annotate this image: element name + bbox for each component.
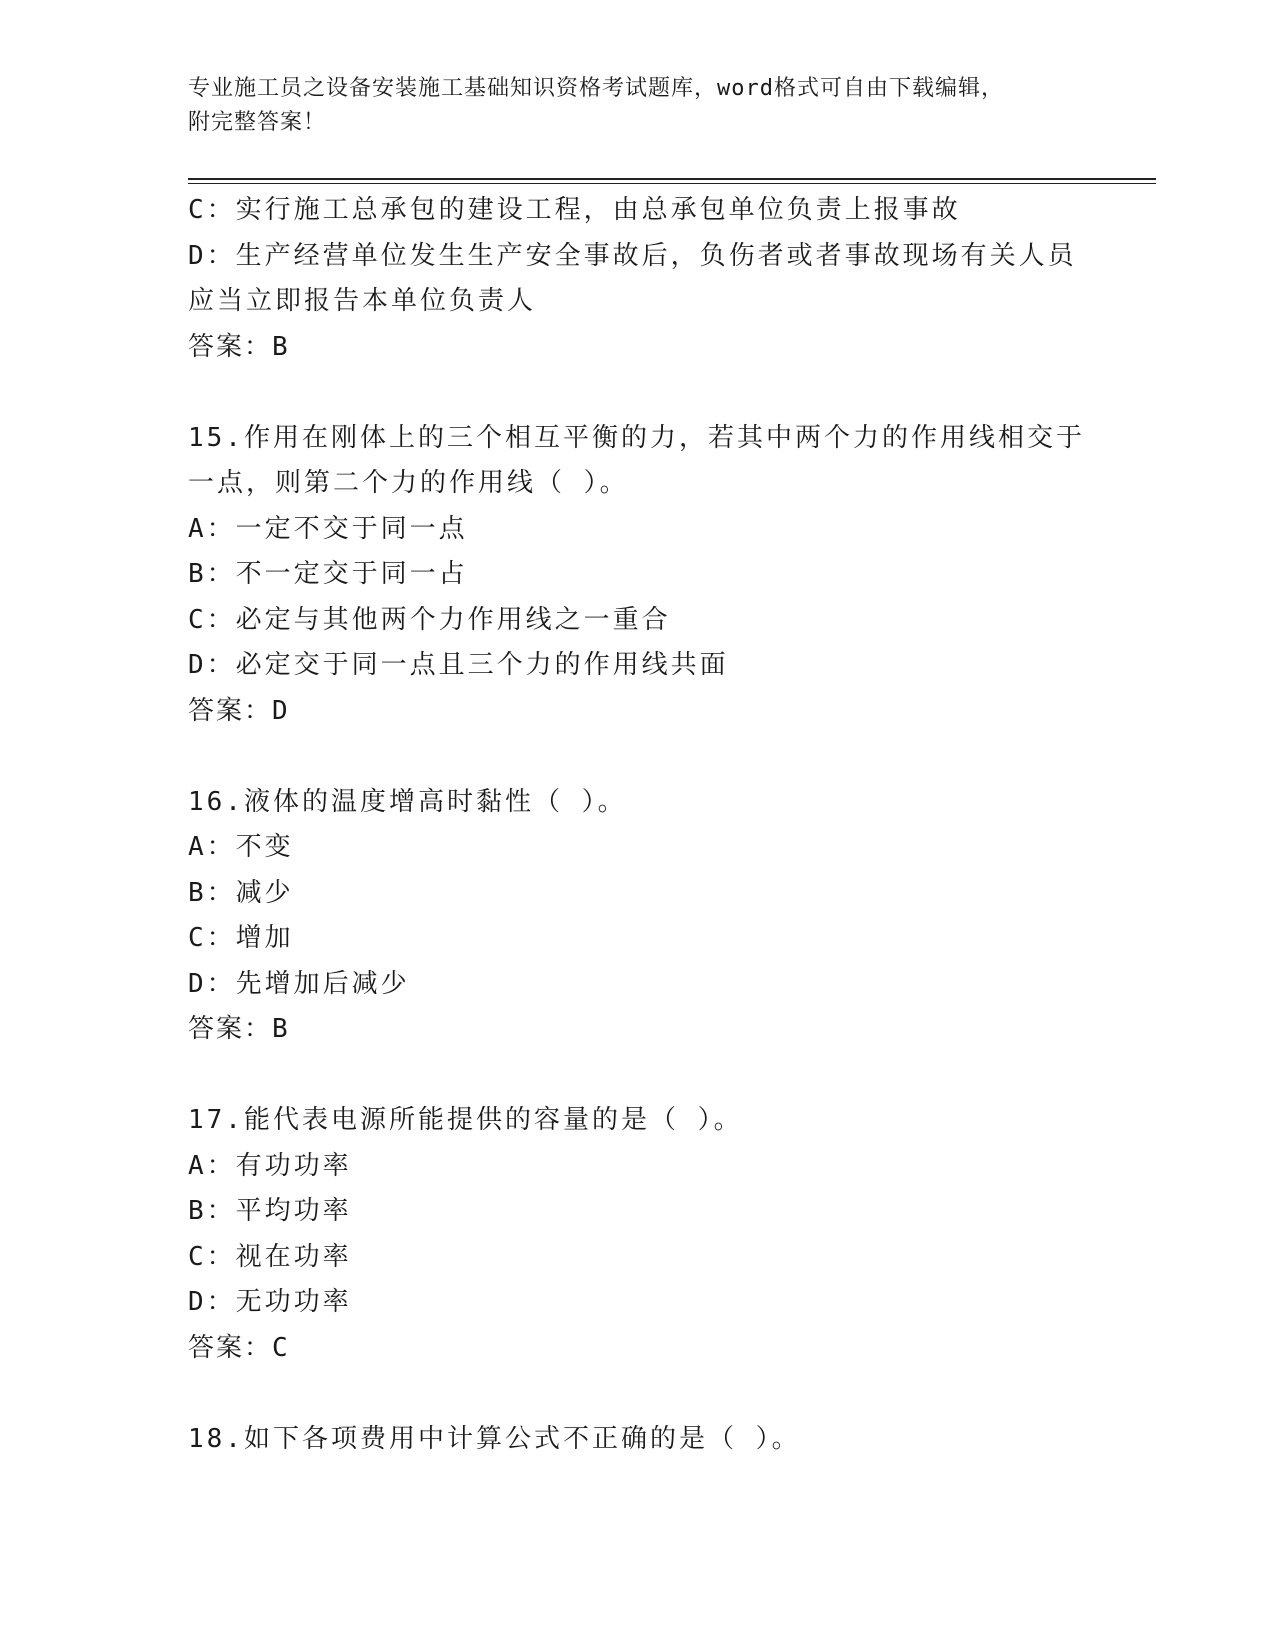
question-stem: 16.液体的温度增高时黏性（ ）。 [188, 786, 627, 817]
header-line-2: 附完整答案！ [188, 110, 327, 135]
spacer [188, 1053, 1108, 1099]
option-d-line-1: D：生产经营单位发生生产安全事故后，负伤者或者事故现场有关人员 [188, 240, 1077, 271]
option-a: A：不变 [188, 832, 294, 862]
question-stem-line-1: 15.作用在刚体上的三个相互平衡的力，若其中两个力的作用线相交于 [188, 422, 1085, 453]
option-c: C：增加 [188, 923, 294, 953]
question-14-tail [188, 188, 1108, 370]
option-b: B：平均功率 [188, 1196, 352, 1226]
spacer [188, 1371, 1108, 1417]
header-divider-thin [188, 183, 1156, 184]
spacer [188, 734, 1108, 780]
question-list [188, 188, 1108, 1462]
option-c: C：实行施工总承包的建设工程，由总承包单位负责上报事故 [188, 195, 961, 225]
header-divider-thick [188, 178, 1156, 180]
option-d-line-2: 应当立即报告本单位负责人 [188, 286, 537, 316]
question-stem-line-2: 一点，则第二个力的作用线（ ）。 [188, 468, 629, 498]
option-a: A：一定不交于同一点 [188, 513, 468, 544]
question-15 [188, 416, 1108, 735]
answer: 答案：D [188, 695, 290, 726]
spacer [188, 370, 1108, 416]
question-stem: 18.如下各项费用中计算公式不正确的是（ ）。 [188, 1423, 801, 1454]
option-d: D：必定交于同一点且三个力的作用线共面 [188, 650, 729, 680]
option-c: C：必定与其他两个力作用线之一重合 [188, 604, 671, 635]
option-b: B：减少 [188, 877, 294, 908]
document-header [188, 72, 1088, 140]
question-16 [188, 780, 1108, 1053]
answer: 答案：B [188, 1014, 290, 1044]
question-18 [188, 1417, 1108, 1463]
header-line-1: 专业施工员之设备安装施工基础知识资格考试题库，word格式可自由下载编辑， [188, 76, 1004, 101]
option-d: D：先增加后减少 [188, 968, 410, 999]
question-stem: 17.能代表电源所能提供的容量的是（ ）。 [188, 1105, 743, 1135]
option-d: D：无功功率 [188, 1287, 352, 1317]
option-c: C：视在功率 [188, 1241, 352, 1272]
answer: 答案：B [188, 331, 290, 362]
question-17 [188, 1098, 1108, 1371]
option-b: B：不一定交于同一占 [188, 559, 468, 589]
option-a: A：有功功率 [188, 1150, 352, 1181]
answer: 答案：C [188, 1332, 290, 1363]
